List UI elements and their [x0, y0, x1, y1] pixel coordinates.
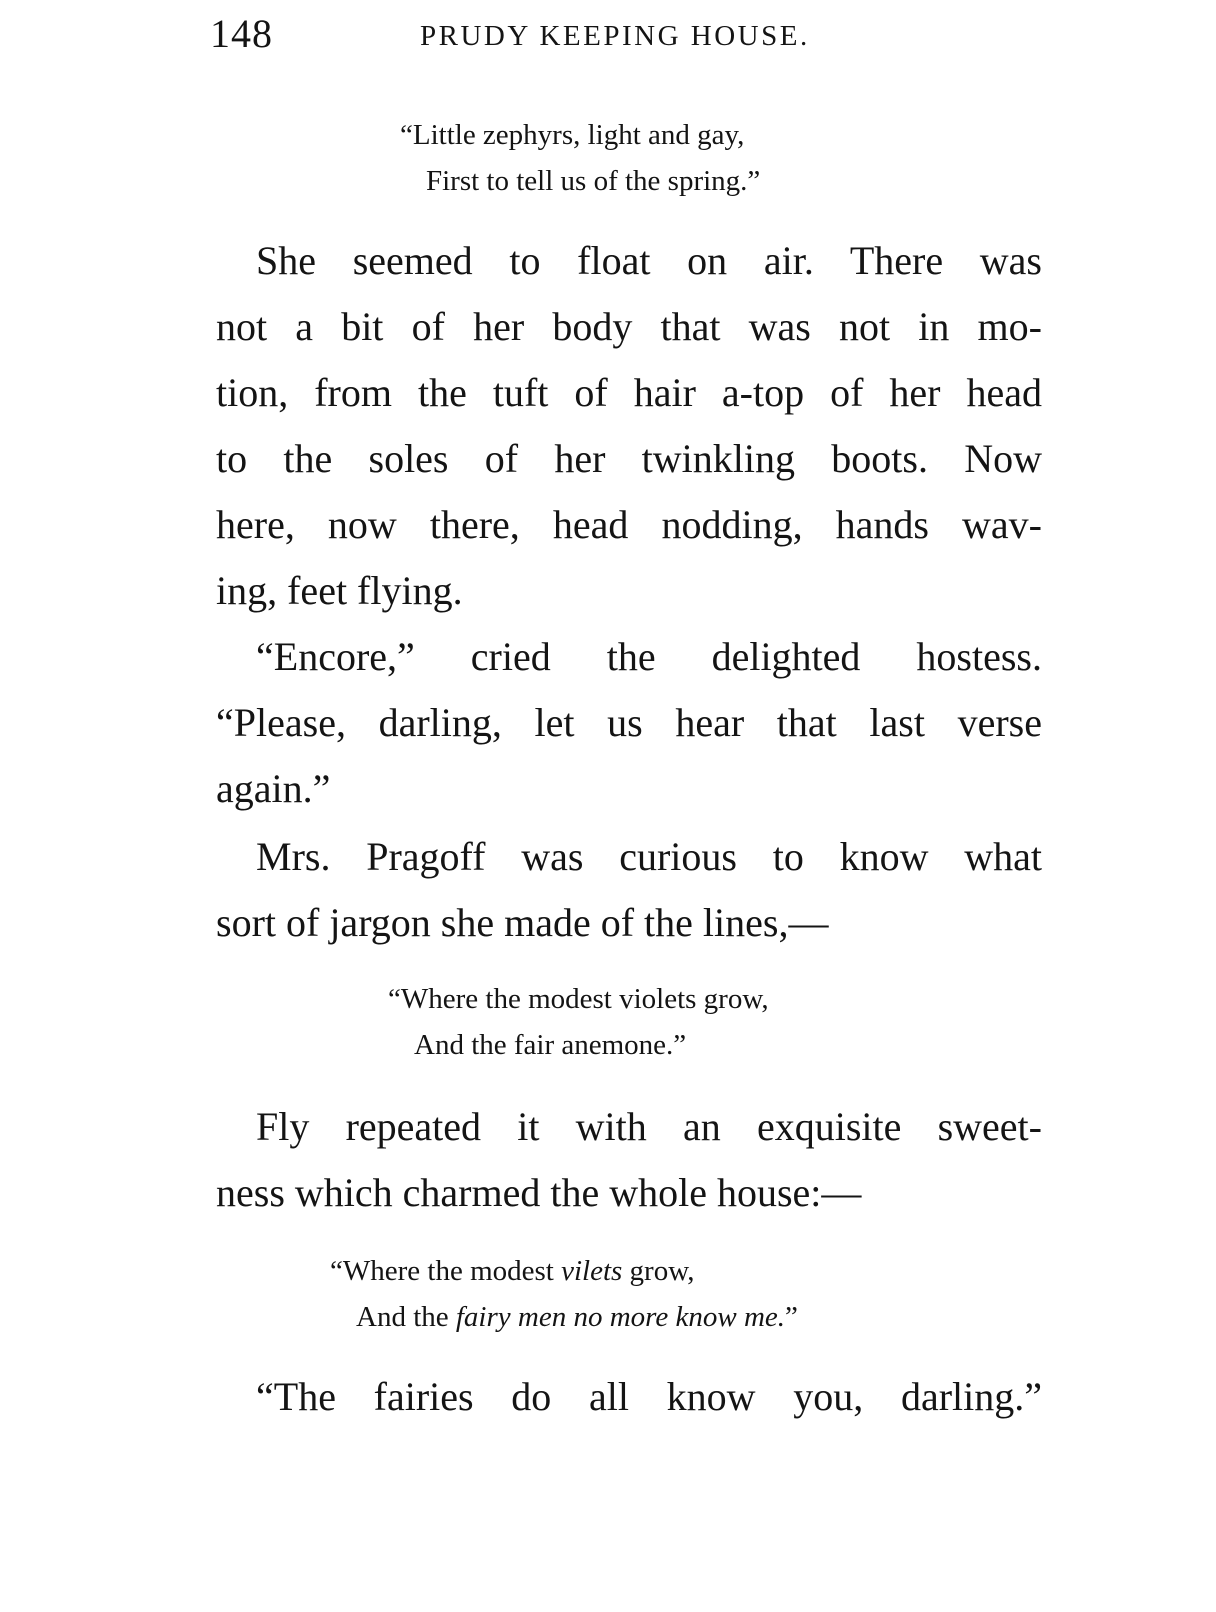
- verse-quote-3: [330, 1248, 798, 1340]
- verse-quote-2: [388, 976, 769, 1068]
- text-line: “Please, darling, let us hear that last verse: [216, 700, 1042, 745]
- paragraph-float-on-air: [216, 228, 1042, 624]
- verse-italic-text: fairy men no more know me.: [455, 1301, 786, 1333]
- text-line: Fly repeated it with an exquisite sweet-: [256, 1104, 1042, 1149]
- text-line: to the soles of her twinkling boots. Now: [216, 436, 1042, 481]
- verse-text: ”: [785, 1301, 798, 1333]
- paragraph-fairies: [216, 1364, 1042, 1430]
- verse-line: “Little zephyrs, light and gay,: [400, 119, 745, 151]
- text-line: “The fairies do all know you, darling.”: [256, 1374, 1042, 1419]
- text-line: not a bit of her body that was not in mo-: [216, 304, 1042, 349]
- verse-line: “Where the modest violets grow,: [388, 983, 769, 1015]
- text-line: here, now there, head nodding, hands wav-: [216, 502, 1042, 547]
- verse-line: First to tell us of the spring.”: [426, 165, 761, 197]
- paragraph-fly-repeated: [216, 1094, 1042, 1226]
- verse-text: And the: [356, 1301, 456, 1333]
- text-line: again.”: [216, 766, 331, 811]
- text-line: tion, from the tuft of hair a-top of her head: [216, 370, 1042, 415]
- text-line: sort of jargon she made of the lines,—: [216, 900, 829, 945]
- verse-quote-1: [400, 112, 760, 204]
- verse-line: [330, 1294, 798, 1340]
- text-line: ness which charmed the whole house:—: [216, 1170, 862, 1215]
- text-line: Mrs. Pragoff was curious to know what: [256, 834, 1042, 879]
- verse-text: grow,: [622, 1255, 695, 1287]
- text-line: She seemed to float on air. There was: [256, 238, 1042, 283]
- paragraph-mrs-pragoff: [216, 824, 1042, 956]
- verse-italic-text: vilets: [561, 1255, 623, 1287]
- paragraph-encore: [216, 624, 1042, 822]
- verse-line: And the fair anemone.”: [414, 1029, 687, 1061]
- page-number: 148: [210, 11, 273, 56]
- text-line: “Encore,” cried the delighted hostess.: [256, 634, 1042, 679]
- text-line: ing, feet flying.: [216, 568, 463, 613]
- running-head: [0, 10, 1216, 70]
- verse-line: [330, 1248, 798, 1294]
- verse-text: “Where the modest: [330, 1255, 562, 1287]
- running-title: PRUDY KEEPING HOUSE.: [420, 20, 810, 52]
